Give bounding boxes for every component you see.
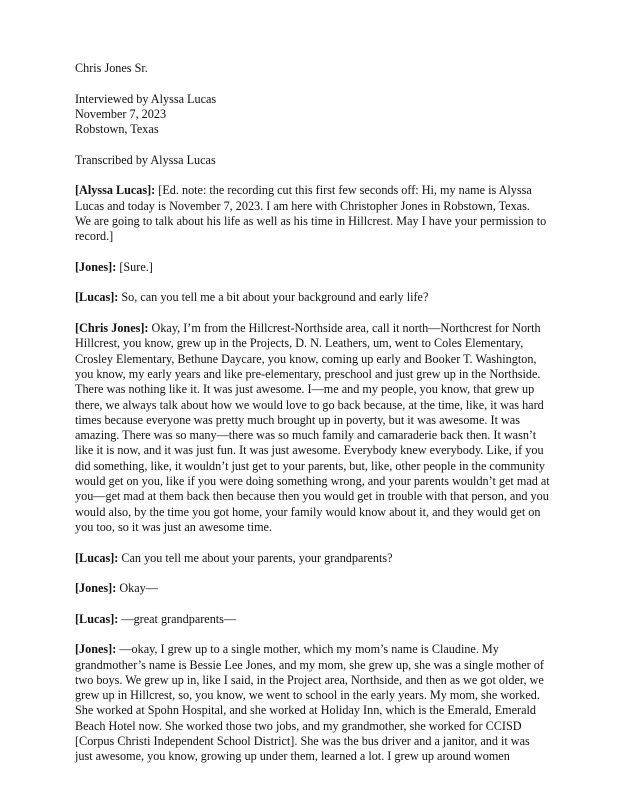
transcript-text: like it is now, and it was just fun. It was just awesome. Everybody knew everybody. Like, if you: [75, 443, 544, 458]
narrator-name-text: Chris Jones Sr.: [75, 61, 148, 75]
transcript-line: [75, 734, 547, 749]
transcript-text: grandmother’s name is Bessie Lee Jones, and my mom, she grew up, she was a single mother of: [75, 657, 544, 672]
transcript-text: there, we always talk about how we would love to go back because, at the time, like, it was hard: [75, 397, 544, 412]
speaker-label: [Chris Jones]:: [75, 321, 149, 336]
transcript-paragraph: [75, 581, 547, 596]
interview-location: Robstown, Texas: [75, 122, 159, 137]
transcript-line: [75, 443, 547, 458]
speaker-label: [Alyssa Lucas]:: [75, 183, 156, 198]
transcript-text: record.]: [75, 229, 114, 244]
speaker-label: [Lucas]:: [75, 611, 119, 626]
transcript-text: Hillcrest, you know, grew up in the Projects, D. N. Leathers, um, went to Coles Elementary,: [75, 336, 524, 351]
transcript-line: [75, 199, 547, 214]
transcript-text: amazing. There was so many—there was so much family and camaraderie back then. It wasn’t: [75, 428, 537, 443]
transcript-line: [75, 459, 547, 474]
transcript-line: [75, 474, 550, 489]
transcript-text: just awesome, you know, growing up under them, learned a lot. I grew up around women: [75, 749, 510, 764]
interview-info: [75, 92, 547, 138]
transcript-text: [Sure.]: [116, 259, 153, 274]
transcript-text: you too, so it was just an awesome time.: [75, 519, 273, 534]
transcript-line: [75, 703, 547, 718]
transcript-text: Can you tell me about your parents, your grandparents?: [118, 550, 393, 565]
interviewer-line: Interviewed by Alyssa Lucas: [75, 91, 217, 106]
transcript-line: [75, 336, 547, 351]
transcript-line: [75, 321, 547, 336]
transcript-line: [75, 642, 547, 657]
transcript-line: [75, 214, 547, 229]
interview-date: November 7, 2023: [75, 106, 167, 121]
transcript-line: [75, 229, 547, 244]
transcriber-line: Transcribed by Alyssa Lucas: [75, 152, 216, 167]
transcript-paragraph: [75, 183, 547, 244]
transcript-line: [75, 749, 547, 764]
transcript-text: Okay, I’m from the Hillcrest-Northside area, call it north—Northcrest for North: [148, 321, 541, 336]
speaker-label: [Lucas]:: [75, 550, 119, 565]
transcript-paragraph: [75, 551, 547, 566]
transcript-text: would also, by the time you got home, your family would know about it, and they would get on: [75, 504, 541, 519]
transcript-line: [75, 612, 547, 627]
transcript-line: [75, 290, 547, 305]
transcript-line: [75, 551, 547, 566]
transcriber-info: [75, 153, 547, 168]
transcript-text: [Ed. note: the recording cut this first few seconds off: Hi, my name is Alyssa: [155, 183, 532, 198]
transcript-text: [Corpus Christi Independent School District]. She was the bus driver and a janitor, and it was: [75, 734, 530, 749]
transcript-text: you—get mad at them back then because then you would get in trouble with that person, and you: [75, 489, 549, 504]
transcript-text: Crosley Elementary, Bethune Daycare, you know, coming up early and Booker T. Washington,: [75, 351, 537, 366]
transcript-line: [75, 520, 547, 535]
transcript-paragraph: [75, 260, 547, 275]
transcript-line: [75, 398, 547, 413]
transcript-line: [75, 489, 547, 504]
speaker-label: [Lucas]:: [75, 290, 119, 305]
transcript-line: [75, 382, 547, 397]
transcript-paragraph: [75, 642, 547, 764]
transcript-text: So, can you tell me a bit about your background and early life?: [118, 290, 429, 305]
transcript-text: We are going to talk about his life as well as his time in Hillcrest. May I have your permission to: [75, 213, 547, 228]
transcript-text: you know, my early years and like pre-elementary, preschool and just grew up in the Northside.: [75, 366, 541, 381]
transcript-line: [75, 260, 547, 275]
transcript-text: two boys. We grew up in, like I said, in the Project area, Northside, and then as we got older, we: [75, 672, 544, 687]
transcript-line: [75, 658, 547, 673]
transcript-line: [75, 413, 547, 428]
transcript-paragraph: [75, 321, 550, 535]
transcript-paragraph: [75, 290, 547, 305]
page-content: [75, 61, 550, 780]
transcript-line: [75, 581, 547, 596]
transcript-line: [75, 352, 547, 367]
transcript-text: would get on you, like if you were doing something wrong, and your parents wouldn’t get mad at: [75, 474, 550, 489]
transcript-line: [75, 719, 547, 734]
transcript-paragraph: [75, 612, 547, 627]
speaker-label: [Jones]:: [75, 642, 117, 657]
transcript-text: did something, like, it wouldn’t just get to your parents, but, like, other people in the community: [75, 458, 545, 473]
speaker-label: [Jones]:: [75, 259, 117, 274]
transcript-line: [75, 183, 547, 198]
transcript-line: [75, 428, 547, 443]
transcript-text: —okay, I grew up to a single mother, which my mom’s name is Claudine. My: [116, 642, 499, 657]
transcript: [75, 183, 550, 764]
transcript-text: Okay—: [116, 581, 158, 596]
speaker-label: [Jones]:: [75, 581, 117, 596]
transcript-line: [75, 688, 547, 703]
transcript-text: Beach Hotel now. She worked those two jobs, and my grandmother, she worked for CCISD: [75, 718, 522, 733]
transcript-text: —great grandparents—: [118, 611, 237, 626]
transcript-text: Lucas and today is November 7, 2023. I am here with Christopher Jones in Robstown, Texas.: [75, 198, 530, 213]
transcript-line: [75, 367, 547, 382]
transcript-text: She worked at Spohn Hospital, and she worked at Holiday Inn, which is the Emerald, Emerald: [75, 703, 536, 718]
transcript-line: [75, 505, 547, 520]
narrator-name: [75, 61, 547, 76]
transcript-text: times because everyone was pretty much brought up in poverty, but it was awesome. It was: [75, 412, 520, 427]
transcript-text: grew up in Hillcrest, so, you know, we went to school in the early years. My mom, she worked.: [75, 688, 540, 703]
transcript-text: There was nothing like it. It was just awesome. I—me and my people, you know, that grew up: [75, 382, 535, 397]
transcript-line: [75, 673, 547, 688]
